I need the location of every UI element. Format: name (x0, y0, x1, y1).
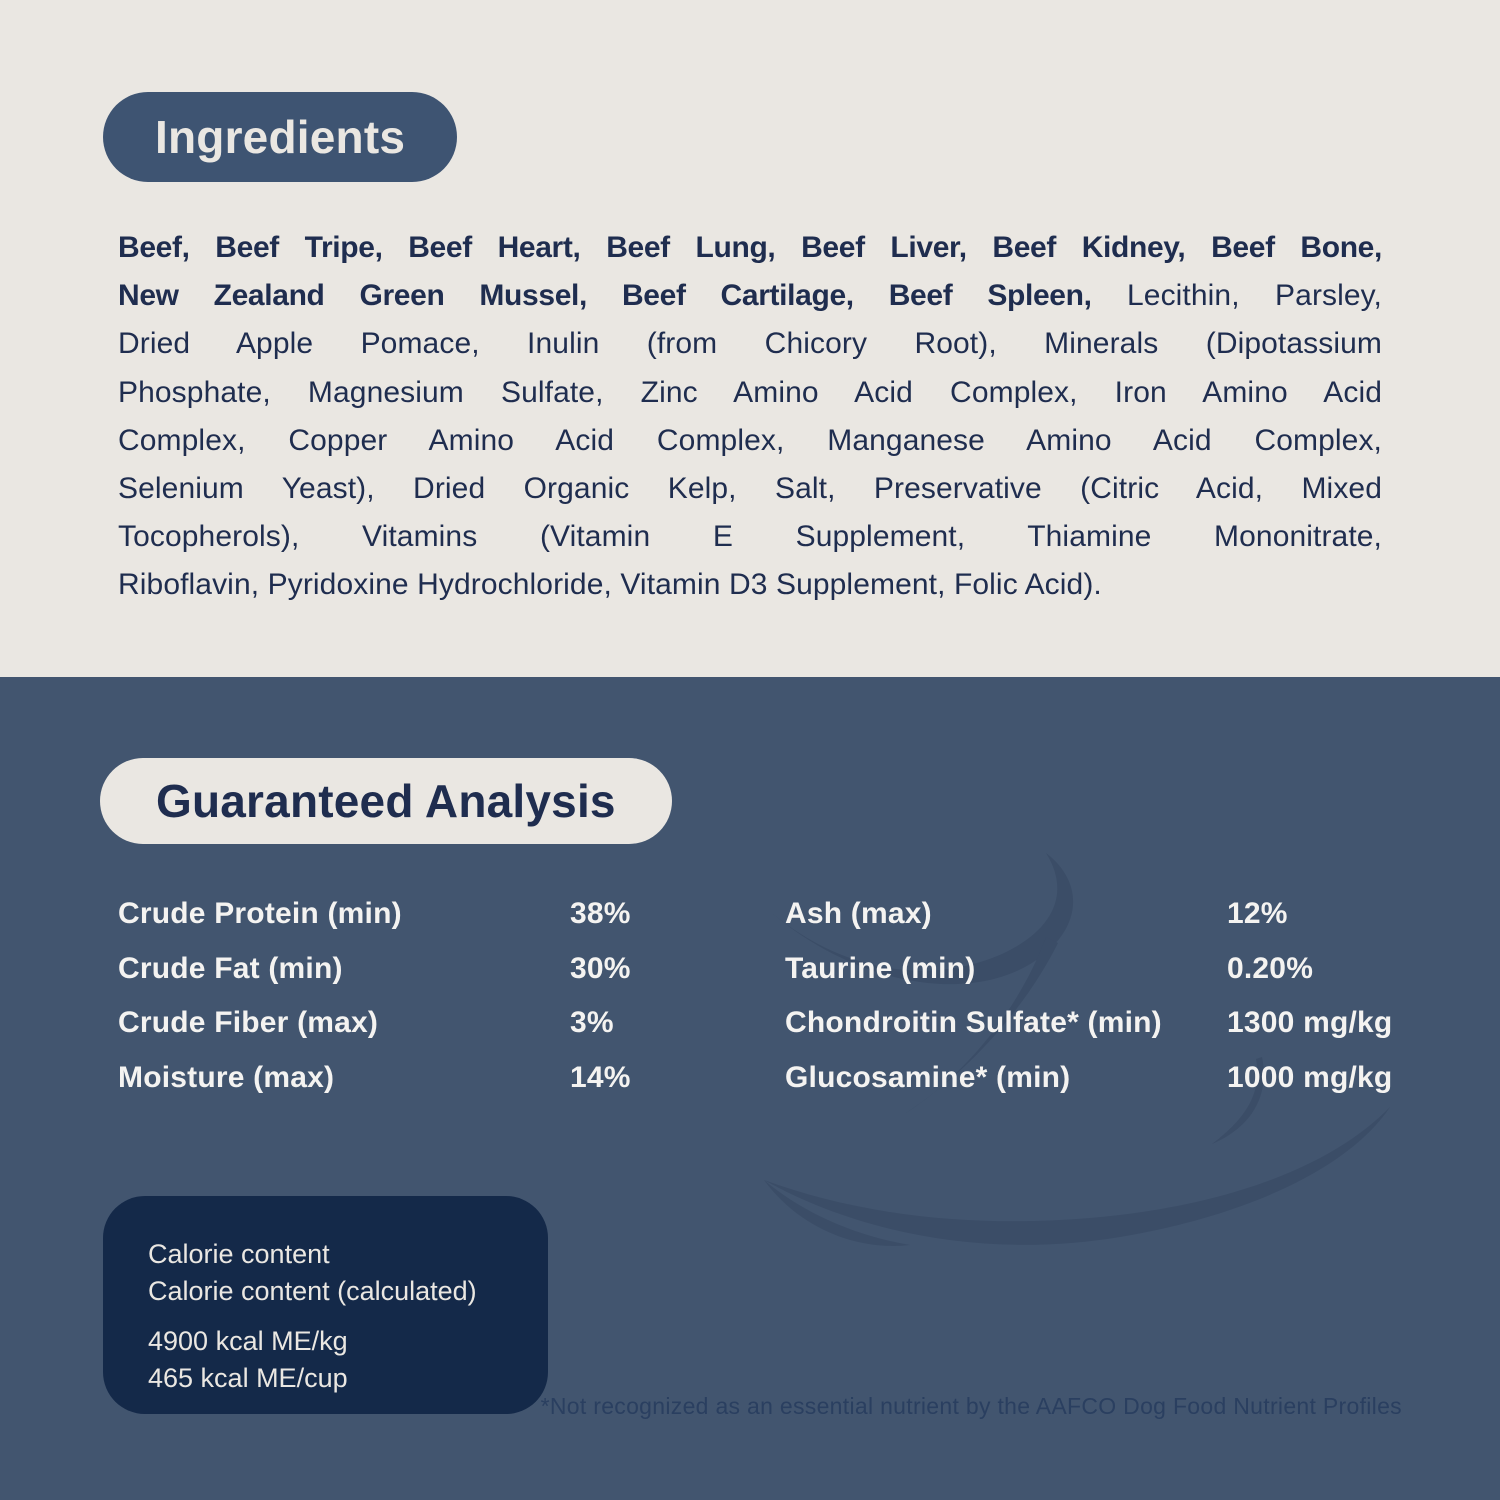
analysis-table-left (118, 887, 778, 1105)
calorie-content-box (103, 1196, 548, 1414)
analysis-row-value: 0.20% (1227, 951, 1314, 985)
analysis-row-value: 12% (1227, 897, 1288, 931)
calorie-title-line: Calorie content (148, 1239, 330, 1269)
ingredient-line: New Zealand Green Mussel, Beef Cartilage, Beef Spleen, Lecithin, Parsley, (118, 279, 1382, 313)
ingredient-line: Phosphate, Magnesium Sulfate, Zinc Amino Acid Complex, Iron Amino Acid (118, 375, 1382, 409)
aafco-footnote: *Not recognized as an essential nutrient by the AAFCO Dog Food Nutrient Profiles (540, 1393, 1402, 1419)
analysis-row-value: 14% (570, 1060, 631, 1094)
analysis-row-label: Crude Fat (min) (118, 951, 343, 985)
analysis-row (118, 942, 778, 997)
ingredients-title: Ingredients (155, 111, 406, 163)
analysis-row-label: Glucosamine* (min) (785, 1060, 1071, 1094)
ingredient-line: Selenium Yeast), Dried Organic Kelp, Salt, Preservative (Citric Acid, Mixed (118, 472, 1382, 506)
analysis-row-label: Moisture (max) (118, 1060, 335, 1094)
calorie-title-line: Calorie content (calculated) (148, 1276, 477, 1306)
ingredients-section (0, 0, 1500, 677)
ingredient-line: Tocopherols), Vitamins (Vitamin E Supplement, Thiamine Mononitrate, (118, 520, 1382, 554)
calorie-titles (148, 1236, 528, 1310)
analysis-row-label: Ash (max) (785, 897, 932, 931)
analysis-row-label: Chondroitin Sulfate* (min) (785, 1006, 1162, 1040)
guaranteed-analysis-header-pill (100, 758, 672, 844)
calorie-value-line: 465 kcal ME/cup (148, 1363, 348, 1393)
guaranteed-analysis-section (0, 677, 1500, 1500)
analysis-row-label: Crude Protein (min) (118, 897, 402, 931)
analysis-row-value: 1000 mg/kg (1227, 1060, 1393, 1094)
analysis-row-label: Taurine (min) (785, 951, 976, 985)
analysis-row (785, 996, 1485, 1051)
analysis-row (118, 996, 778, 1051)
analysis-row (118, 887, 778, 942)
ingredient-line: Riboflavin, Pyridoxine Hydrochloride, Vitamin D3 Supplement, Folic Acid). (118, 568, 1102, 602)
ingredients-text (118, 224, 1382, 610)
analysis-row-value: 3% (570, 1006, 614, 1040)
analysis-row-value: 1300 mg/kg (1227, 1006, 1393, 1040)
calorie-values (148, 1323, 528, 1397)
ingredient-line: Beef, Beef Tripe, Beef Heart, Beef Lung, Beef Liver, Beef Kidney, Beef Bone, (118, 231, 1382, 264)
ingredient-line: Complex, Copper Amino Acid Complex, Manganese Amino Acid Complex, (118, 423, 1382, 457)
calorie-value-line: 4900 kcal ME/kg (148, 1326, 348, 1356)
ingredients-header-pill (103, 92, 457, 182)
analysis-row (118, 1051, 778, 1106)
analysis-row (785, 1051, 1485, 1106)
guaranteed-analysis-title: Guaranteed Analysis (156, 775, 616, 827)
ingredient-line: Dried Apple Pomace, Inulin (from Chicory Root), Minerals (Dipotassium (118, 327, 1382, 361)
analysis-row-value: 38% (570, 897, 631, 931)
analysis-row (785, 887, 1485, 942)
analysis-table-right (785, 887, 1485, 1105)
analysis-row-value: 30% (570, 951, 631, 985)
analysis-row (785, 942, 1485, 997)
analysis-row-label: Crude Fiber (max) (118, 1006, 379, 1040)
